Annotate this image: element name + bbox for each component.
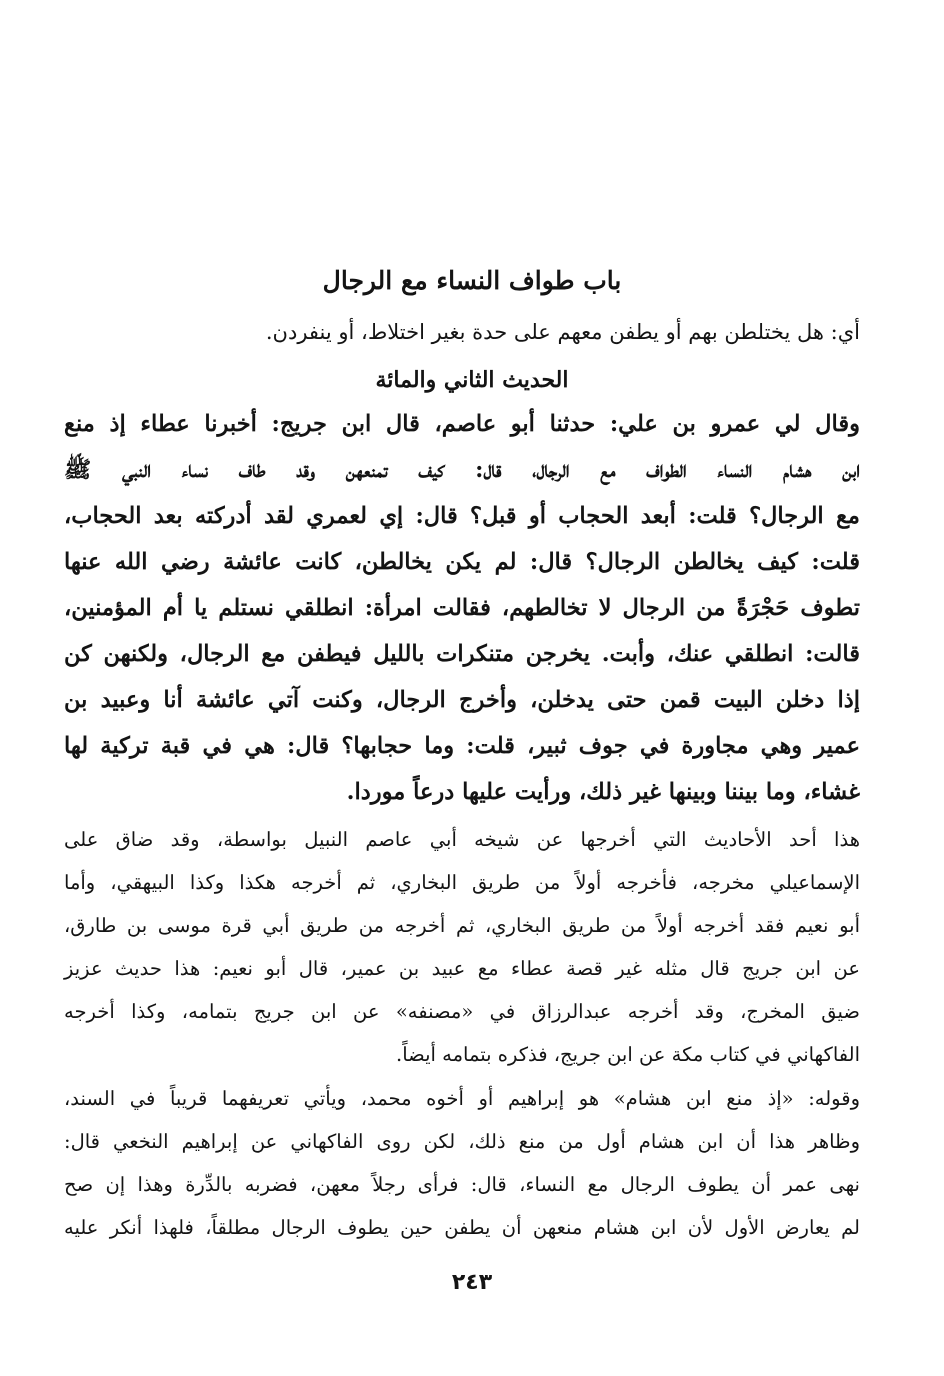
hadith-line: غشاء، وما بيننا وبينها غير ذلك، ورأيت عليها درعاً موردا. (346, 779, 860, 805)
commentary-line: نهى عمر أن يطوف الرجال مع النساء، قال: فرأى رجلاً معهن، فضربه بالدِّرة وهذا إن صح (64, 1173, 860, 1196)
commentary-line: أبو نعيم فقد أخرجه أولاً من طريق البخاري، ثم أخرجه من طريق أبي قرة موسى بن طارق، (64, 914, 860, 937)
hadith-line: قلت: كيف يخالطن الرجال؟ قال: لم يكن يخالطن، كانت عائشة رضي الله عنها (64, 549, 860, 575)
commentary-line: وظاهر هذا أن ابن هشام أول من منع ذلك، لكن روى الفاكهاني عن إبراهيم النخعي قال: (64, 1130, 860, 1153)
commentary-line: الإسماعيلي مخرجه، فأخرجه أولاً من طريق البخاري، ثم أخرجه هكذا وكذا البيهقي، وأما (64, 871, 860, 894)
page-number: ٢٤٣ (451, 1270, 493, 1295)
hadith-title: الحديث الثاني والمائة (375, 367, 569, 393)
commentary-line: عن ابن جريج قال مثله غير قصة عطاء مع عبيد بن عمير، قال أبو نعيم: هذا حديث عزيز (64, 957, 860, 980)
chapter-subtitle: أي: هل يختلطن بهم أو يطفن معهم على حدة بغير اختلاط، أو ينفردن. (265, 320, 860, 344)
hadith-line: إذا دخلن البيت قمن حتى يدخلن، وأخرج الرجال، وكنت آتي عائشة أنا وعبيد بن (64, 687, 860, 713)
commentary-line: هذا أحد الأحاديث التي أخرجها عن شيخه أبي عاصم النبيل بواسطة، وقد ضاق على (64, 828, 860, 851)
commentary-line: لم يعارض الأول لأن ابن هشام منعهن أن يطفن حين يطوف الرجال مطلقاً، فلهذا أنكر عليه (64, 1216, 860, 1239)
hadith-line: قالت: انطلقي عنك، وأبت. يخرجن متنكرات بالليل فيطفن مع الرجال، ولكنهن كن (64, 641, 860, 667)
commentary-line: وقوله: «إذ منع ابن هشام» هو إبراهيم أو أخوه محمد، ويأتي تعريفهما قريباً في السند، (64, 1087, 860, 1110)
hadith-line: مع الرجال؟ قلت: أبعد الحجاب أو قبل؟ قال: إي لعمري لقد أدركته بعد الحجاب، (64, 503, 860, 529)
hadith-line: تطوف حَجْرَةً من الرجال لا تخالطهم، فقالت امرأة: انطلقي نستلم يا أم المؤمنين، (64, 595, 860, 621)
commentary-line: ضيق المخرج، وقد أخرجه عبدالرزاق في «مصنفه» عن ابن جريج بتمامه، وكذا أخرجه (64, 1000, 860, 1023)
chapter-title: باب طواف النساء مع الرجال (322, 266, 622, 295)
hadith-line: وقال لي عمرو بن علي: حدثنا أبو عاصم، قال ابن جريج: أخبرنا عطاء إذ منع (64, 411, 860, 437)
commentary-line: الفاكهاني في كتاب مكة عن ابن جريج، فذكره بتمامه أيضاً. (396, 1043, 860, 1066)
hadith-line: ابن هشام النساء الطواف مع الرجال، قال: كيف تمنعهن وقد طاف نساء النبي ﷺ (64, 457, 860, 483)
hadith-line: عمير وهي مجاورة في جوف ثبير، قلت: وما حجابها؟ قال: هي في قبة تركية لها (64, 733, 860, 759)
